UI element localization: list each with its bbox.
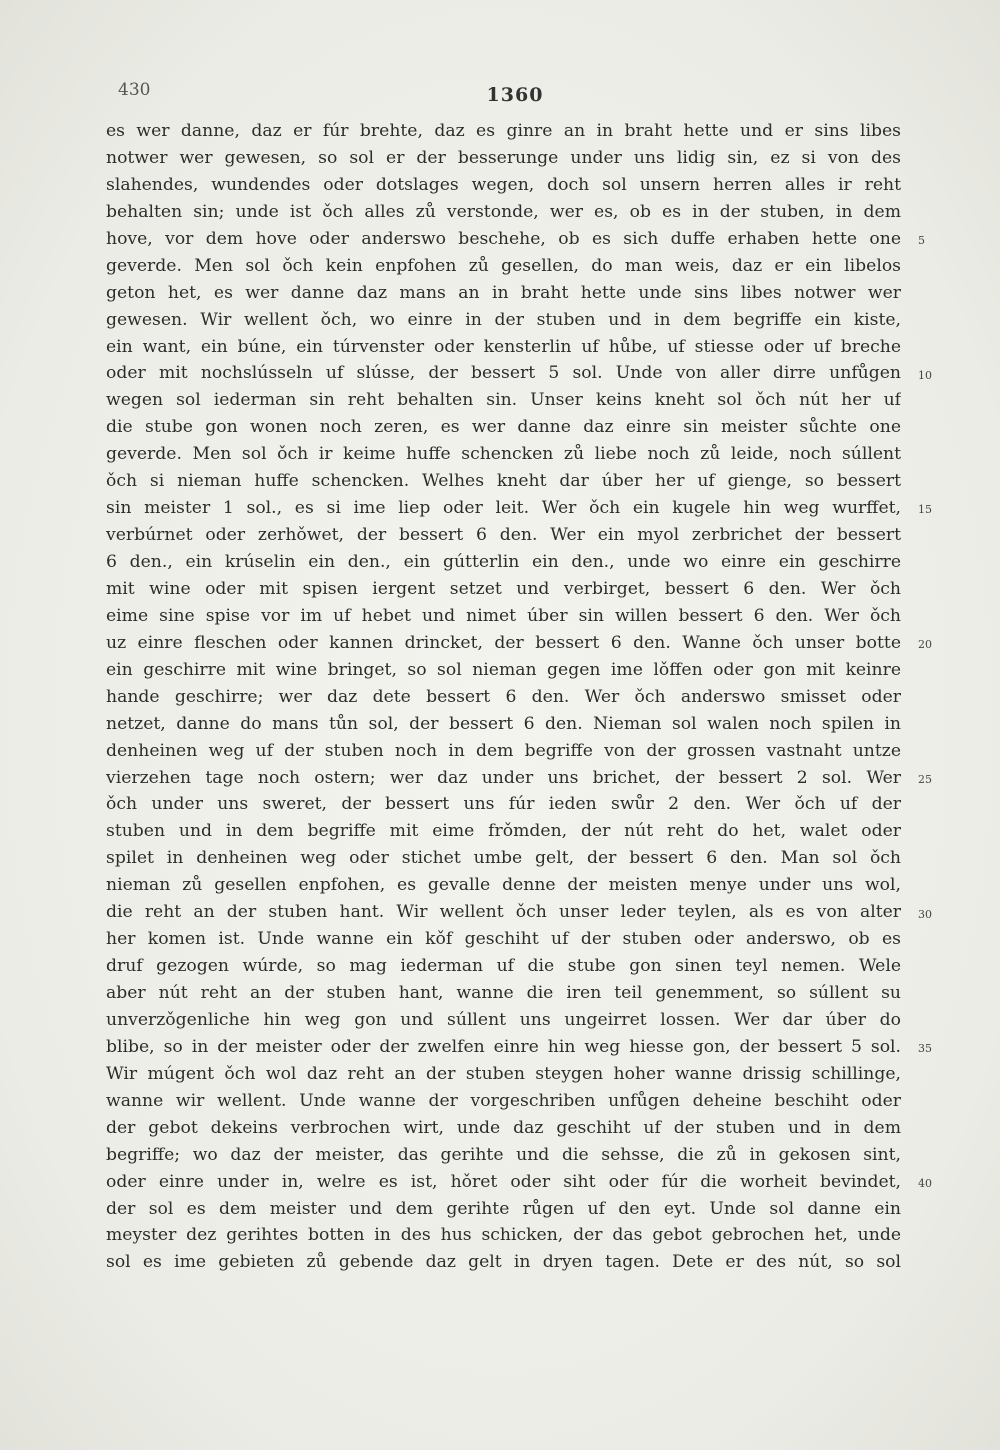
text-line-content: stuben und in dem begriffe mit eime frǒmden, der nút reht do het, walet oder — [106, 821, 901, 842]
text-line-content: hande geschirre; wer daz dete bessert 6 den. Wer ǒch anderswo smisset oder — [106, 686, 901, 707]
text-line-content: spilet in denheinen weg oder stichet umbe gelt, der bessert 6 den. Man sol ǒch — [106, 848, 901, 869]
text-line-content: geton het, es wer danne daz mans an in braht hette unde sins libes notwer wer — [106, 282, 901, 303]
text-line — [106, 522, 901, 549]
text-line-content: sol es ime gebieten zů gebende daz gelt in dryen tagen. Dete er des nút, so sol — [106, 1252, 901, 1273]
text-line-content: uz einre fleschen oder kannen drincket, der bessert 6 den. Wanne ǒch unser botte — [106, 632, 901, 653]
margin-line-number: 30 — [918, 907, 932, 921]
text-line-content: 6 den., ein krúselin ein den., ein gútterlin ein den., unde wo einre ein geschirre — [106, 552, 901, 572]
text-line — [106, 1088, 901, 1115]
text-line — [106, 495, 901, 522]
body-text — [106, 118, 901, 1276]
text-line-content: sin meister 1 sol., es si ime liep oder leit. Wer ǒch ein kugele hin weg wurffet, — [106, 498, 901, 519]
text-line-content: notwer wer gewesen, so sol er der besserunge under uns lidig sin, ez si von des — [106, 147, 901, 168]
text-line — [106, 1061, 901, 1088]
text-line — [106, 468, 901, 495]
text-line — [106, 307, 901, 334]
text-line — [106, 1222, 901, 1249]
text-line — [106, 1249, 901, 1276]
text-line-content: ǒch si nieman huffe schencken. Welhes kneht dar úber her uf gienge, so bessert — [106, 471, 901, 492]
text-line — [106, 765, 901, 792]
text-line — [106, 576, 901, 603]
text-line — [106, 1142, 901, 1169]
text-line — [106, 334, 901, 361]
text-line-content: oder einre under in, welre es ist, hǒret oder siht oder fúr die worheit bevindet, — [106, 1171, 901, 1192]
text-line — [106, 441, 901, 468]
text-line-content: mit wine oder mit spisen iergent setzet und verbirget, bessert 6 den. Wer ǒch — [106, 578, 901, 599]
text-line-content: die stube gon wonen noch zeren, es wer danne daz einre sin meister sůchte one — [106, 417, 901, 438]
text-line — [106, 1169, 901, 1196]
year-heading: 1360 — [486, 84, 544, 106]
text-line — [106, 1007, 901, 1034]
text-line — [106, 845, 901, 872]
text-line-content: blibe, so in der meister oder der zwelfen einre hin weg hiesse gon, der bessert 5 sol. — [106, 1036, 901, 1057]
text-line — [106, 145, 901, 172]
text-line — [106, 630, 901, 657]
margin-line-number: 10 — [918, 368, 932, 382]
page-number: 430 — [118, 80, 151, 100]
text-line-content: behalten sin; unde ist ǒch alles zů verstonde, wer es, ob es in der stuben, in dem — [106, 201, 901, 222]
text-line-content: der sol es dem meister und dem gerihte růgen uf den eyt. Unde sol danne ein — [106, 1198, 901, 1219]
text-line — [106, 360, 901, 387]
text-line — [106, 818, 901, 845]
text-line — [106, 549, 901, 576]
text-line-content: oder mit nochslússeln uf slússe, der bessert 5 sol. Unde von aller dirre unfůgen — [106, 363, 901, 384]
text-line — [106, 684, 901, 711]
margin-line-number: 25 — [918, 772, 932, 786]
text-line — [106, 172, 901, 199]
text-line-content: die reht an der stuben hant. Wir wellent ǒch unser leder teylen, als es von alter — [106, 902, 901, 923]
text-line — [106, 603, 901, 630]
text-line-content: meyster dez gerihtes botten in des hus schicken, der das gebot gebrochen het, unde — [106, 1225, 901, 1246]
text-line — [106, 387, 901, 414]
text-line-content: vierzehen tage noch ostern; wer daz under uns brichet, der bessert 2 sol. Wer — [106, 767, 901, 788]
text-line — [106, 738, 901, 765]
text-line — [106, 926, 901, 953]
text-line-content: slahendes, wundendes oder dotslages wegen, doch sol unsern herren alles ir reht — [106, 174, 901, 195]
text-line-content: gewesen. Wir wellent ǒch, wo einre in der stuben und in dem begriffe ein kiste, — [106, 309, 901, 330]
text-line-content: Wir múgent ǒch wol daz reht an der stuben steygen hoher wanne drissig schillinge, — [106, 1063, 901, 1084]
text-line — [106, 414, 901, 441]
text-line — [106, 872, 901, 899]
text-line-content: verbúrnet oder zerhǒwet, der bessert 6 den. Wer ein myol zerbrichet der bessert — [106, 525, 901, 546]
text-line-content: geverde. Men sol ǒch kein enpfohen zů gesellen, do man weis, daz er ein libelos — [106, 255, 901, 276]
text-line-content: der gebot dekeins verbrochen wirt, unde daz geschiht uf der stuben und in dem — [106, 1117, 901, 1138]
text-line-content: es wer danne, daz er fúr brehte, daz es ginre an in braht hette und er sins libes — [106, 121, 901, 141]
text-line — [106, 657, 901, 684]
text-line-content: ein want, ein búne, ein túrvenster oder kensterlin uf hůbe, uf stiesse oder uf breche — [106, 336, 901, 357]
text-line — [106, 711, 901, 738]
text-line — [106, 280, 901, 307]
text-line-content: ǒch under uns sweret, der bessert uns fúr ieden swůr 2 den. Wer ǒch uf der — [106, 794, 901, 815]
text-line — [106, 253, 901, 280]
text-line-content: geverde. Men sol ǒch ir keime huffe schencken zů liebe noch zů leide, noch súllent — [106, 444, 901, 465]
text-line-content: aber nút reht an der stuben hant, wanne die iren teil genemment, so súllent su — [106, 983, 901, 1003]
text-line-content: ein geschirre mit wine bringet, so sol nieman gegen ime lǒffen oder gon mit keinre — [106, 659, 901, 680]
text-line — [106, 980, 901, 1007]
text-line — [106, 791, 901, 818]
text-line — [106, 118, 901, 145]
text-line-content: wanne wir wellent. Unde wanne der vorgeschriben unfůgen deheine beschiht oder — [106, 1090, 901, 1111]
text-line-content: druf gezogen wúrde, so mag iederman uf die stube gon sinen teyl nemen. Wele — [106, 956, 901, 977]
text-line — [106, 953, 901, 980]
margin-line-number: 5 — [918, 233, 925, 247]
text-line — [106, 899, 901, 926]
text-line — [106, 199, 901, 226]
text-line-content: netzet, danne do mans tůn sol, der bessert 6 den. Nieman sol walen noch spilen in — [106, 713, 901, 734]
text-line-content: nieman zů gesellen enpfohen, es gevalle denne der meisten menye under uns wol, — [106, 875, 901, 896]
margin-line-number: 40 — [918, 1177, 932, 1191]
text-line-content: hove, vor dem hove oder anderswo beschehe, ob es sich duffe erhaben hette one — [106, 228, 901, 249]
margin-line-number: 35 — [918, 1042, 932, 1056]
text-line-content: wegen sol iederman sin reht behalten sin. Unser keins kneht sol ǒch nút her uf — [106, 390, 901, 411]
margin-line-number: 15 — [918, 503, 932, 517]
text-line — [106, 1115, 901, 1142]
text-line-content: begriffe; wo daz der meister, das gerihte und die sehsse, die zů in gekosen sint, — [106, 1144, 901, 1165]
margin-line-number: 20 — [918, 638, 932, 652]
text-line-content: unverzǒgenliche hin weg gon und súllent uns ungeirret lossen. Wer dar úber do — [106, 1009, 901, 1030]
text-line — [106, 1196, 901, 1223]
text-line — [106, 226, 901, 253]
text-line-content: her komen ist. Unde wanne ein kǒf geschiht uf der stuben oder anderswo, ob es — [106, 929, 901, 950]
text-line-content: eime sine spise vor im uf hebet und nimet úber sin willen bessert 6 den. Wer ǒch — [106, 605, 901, 626]
text-line-content: denheinen weg uf der stuben noch in dem begriffe von der grossen vastnaht untze — [106, 740, 901, 761]
text-line — [106, 1034, 901, 1061]
